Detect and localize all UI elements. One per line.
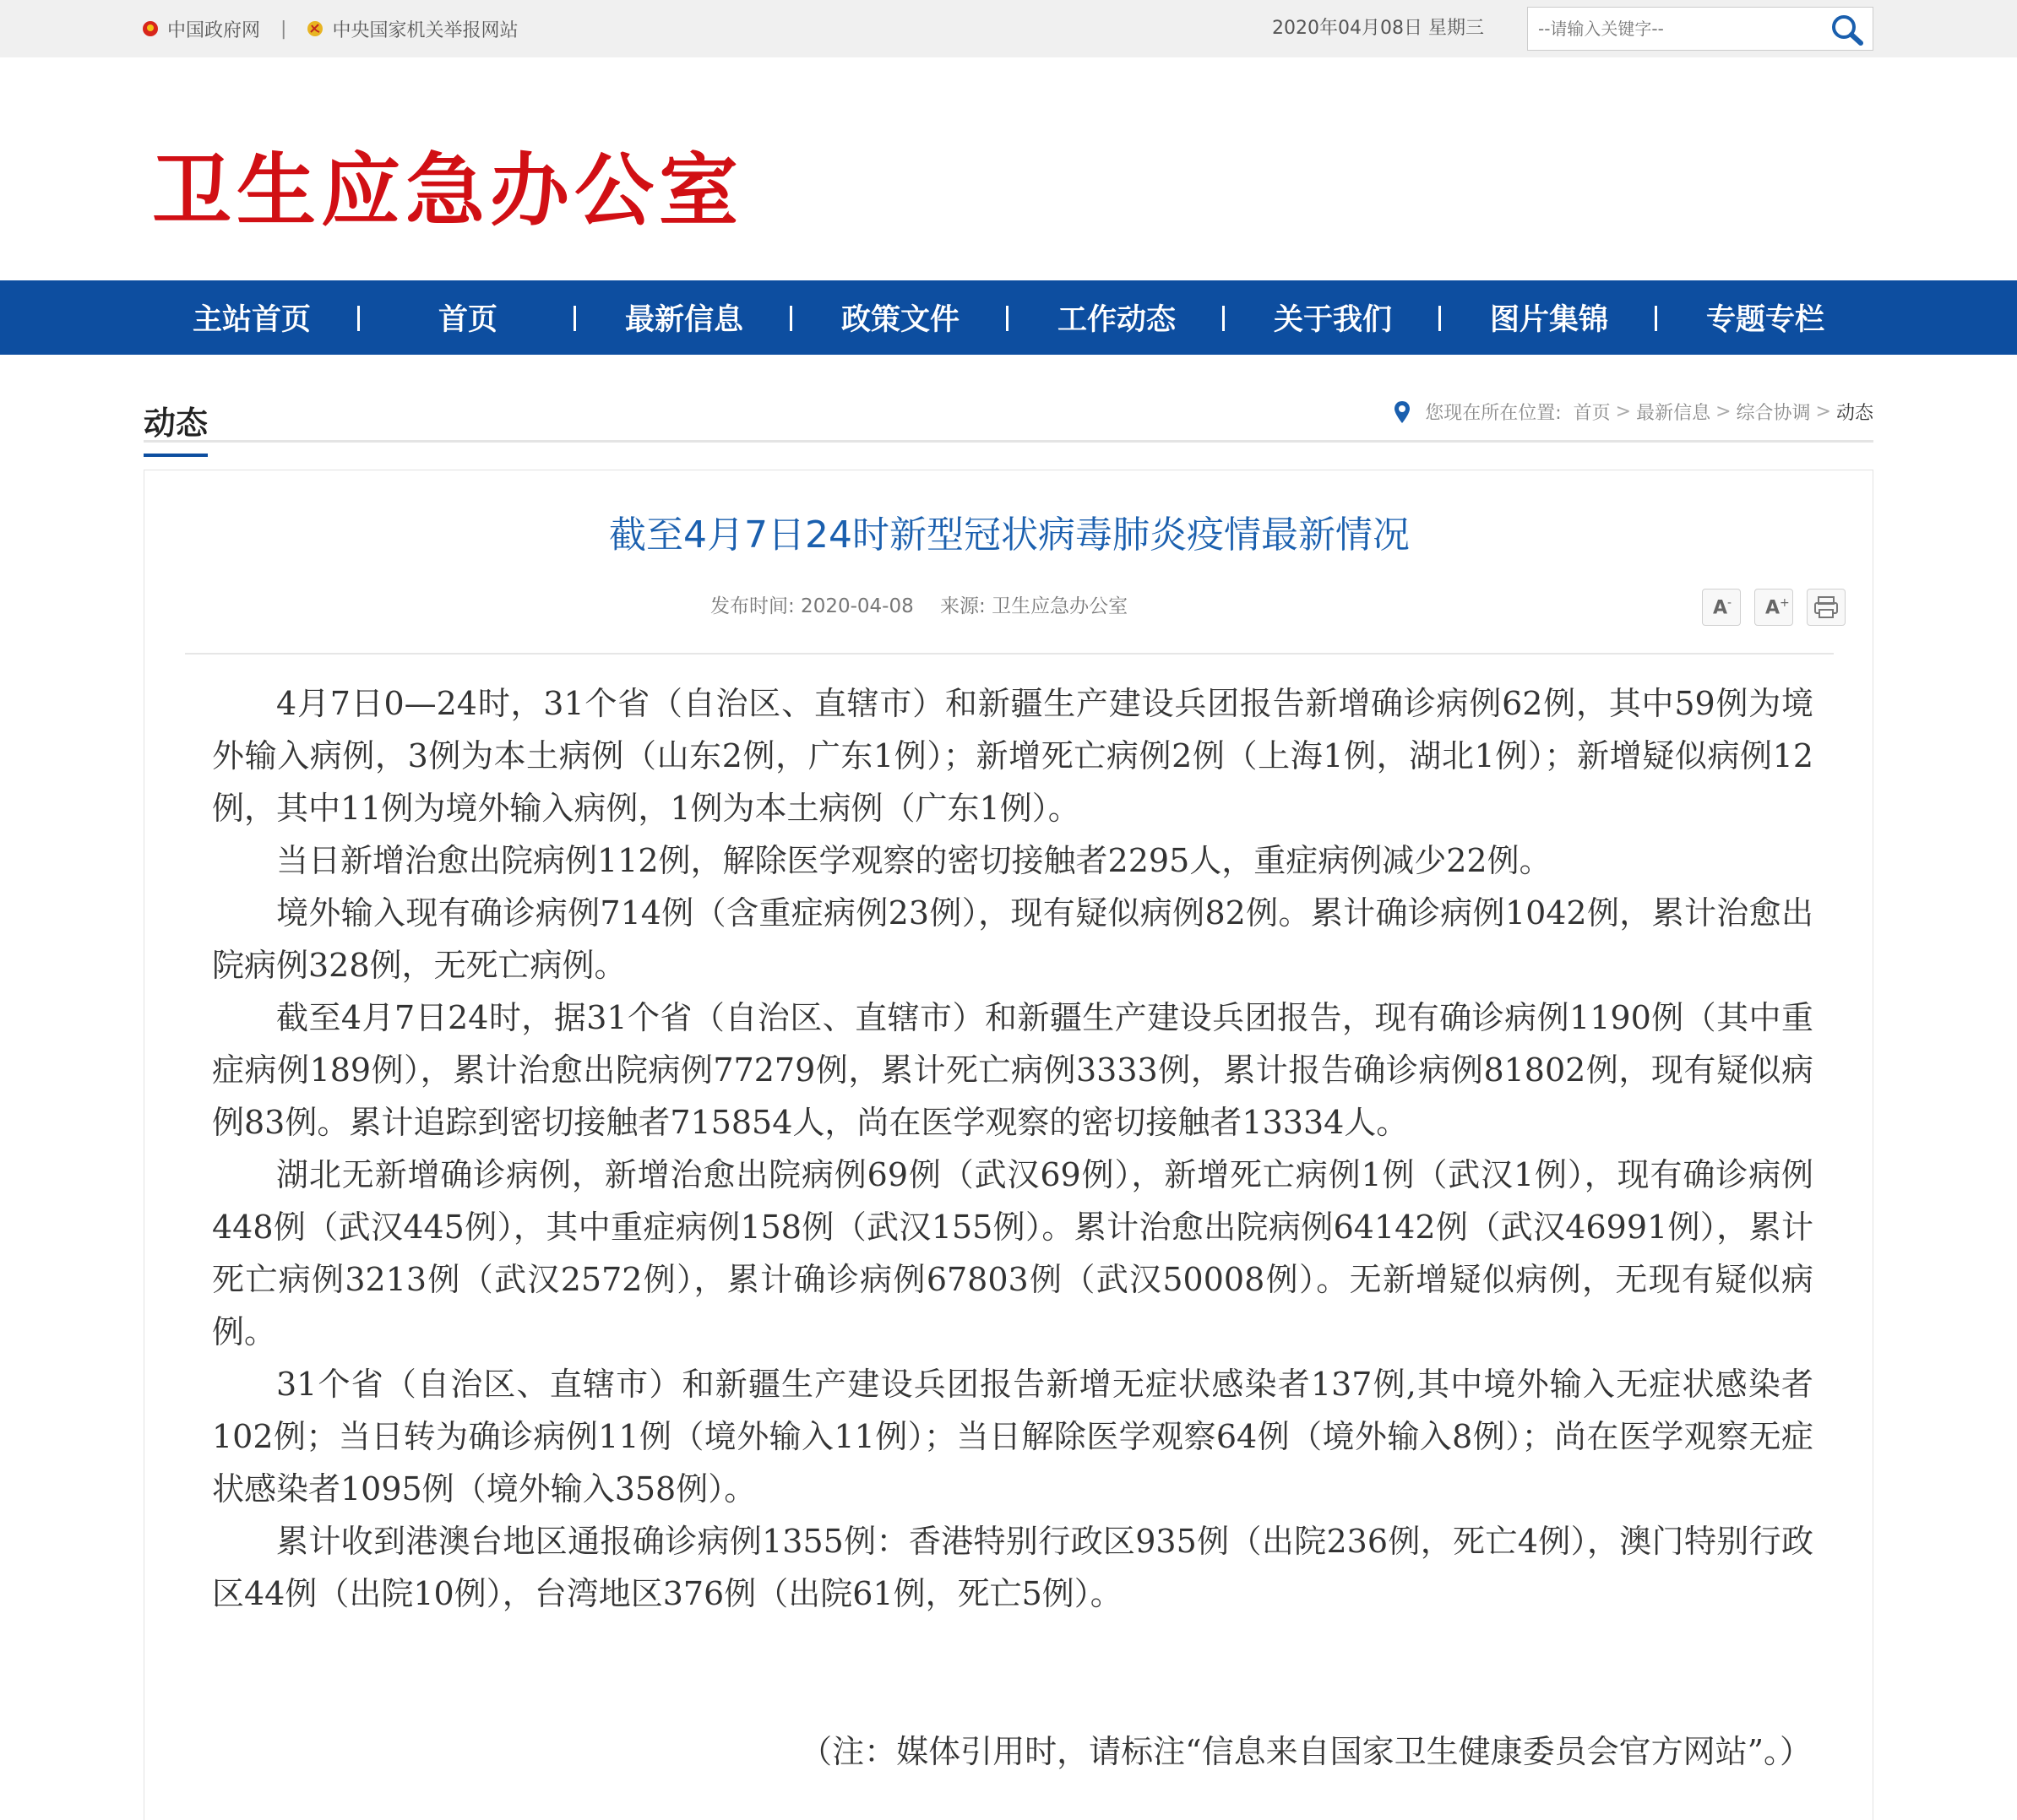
font-smaller-label: A	[1713, 597, 1728, 619]
font-larger-button[interactable]	[1754, 589, 1793, 626]
nav-item-gallery[interactable]: 图片集锦	[1441, 280, 1657, 355]
article-paragraph: 境外输入现有确诊病例714例（含重症病例23例），现有疑似病例82例。累计确诊病例1042例，累计治愈出院病例328例，无死亡病例。	[212, 894, 1813, 984]
print-icon	[1808, 589, 1845, 625]
national-emblem-icon	[142, 20, 159, 37]
gov-site-label: 中国政府网	[167, 19, 261, 41]
font-smaller-button[interactable]	[1702, 589, 1741, 626]
article-paragraph: 湖北无新增确诊病例，新增治愈出院病例69例（武汉69例），新增死亡病例1例（武汉1例），现有确诊病例448例（武汉445例），其中重症病例158例（武汉155例）。累计治愈出院病例64142例（武汉46991例），累计死亡病例3213例（武汉2572例），累计确诊病例67803例（武汉50008例）。无新增疑似病例，无现有疑似病例。	[212, 1156, 1813, 1350]
article-meta	[710, 590, 1148, 618]
article-paragraph: 4月7日0—24时，31个省（自治区、直辖市）和新疆生产建设兵团报告新增确诊病例62例，其中59例为境外输入病例，3例为本土病例（山东2例，广东1例）；新增死亡病例2例（上海1例，湖北1例）；新增疑似病例12例，其中11例为境外输入病例，1例为本土病例（广东1例）。	[212, 685, 1813, 827]
current-date: 2020年04月08日 星期三	[1272, 18, 1484, 39]
breadcrumb-separator: >	[1815, 401, 1831, 422]
report-site-link[interactable]	[307, 16, 518, 42]
section-title: 动态	[144, 397, 208, 457]
article-source: 来源: 卫生应急办公室	[940, 595, 1128, 617]
top-bar	[0, 0, 2017, 57]
breadcrumb	[1393, 399, 1873, 425]
article-tools	[1688, 589, 1846, 626]
print-button[interactable]	[1807, 589, 1846, 626]
nav-item-topics[interactable]: 专题专栏	[1705, 303, 1824, 337]
search-box	[1527, 7, 1873, 51]
article-paragraph: 当日新增治愈出院病例112例，解除医学观察的密切接触者2295人，重症病例减少22例。	[276, 842, 1552, 879]
nav-item-main-home[interactable]: 主站首页	[144, 280, 360, 355]
nav-item-home[interactable]: 首页	[360, 280, 576, 355]
top-links-separator: |	[280, 18, 287, 40]
nav-item-policy[interactable]: 政策文件	[792, 280, 1008, 355]
location-pin-icon	[1393, 400, 1411, 424]
search-input[interactable]	[1528, 8, 1815, 50]
font-smaller-icon: A-	[1713, 596, 1732, 619]
publish-time: 发布时间: 2020-04-08	[710, 595, 914, 617]
nav-item-latest[interactable]: 最新信息	[576, 280, 792, 355]
report-site-label: 中央国家机关举报网站	[332, 19, 519, 41]
site-logo[interactable]: 卫生应急办公室	[152, 144, 744, 237]
breadcrumb-coordination[interactable]: 综合协调	[1736, 403, 1811, 424]
article-divider	[185, 653, 1834, 655]
nav-item-work[interactable]: 工作动态	[1008, 280, 1225, 355]
search-icon[interactable]	[1829, 13, 1866, 46]
breadcrumb-latest[interactable]: 最新信息	[1636, 403, 1711, 424]
breadcrumb-separator: >	[1715, 401, 1732, 422]
font-larger-label: A	[1765, 597, 1781, 619]
gov-site-link[interactable]	[142, 16, 260, 42]
font-larger-icon: A+	[1765, 596, 1790, 619]
top-links	[142, 0, 518, 57]
party-emblem-icon	[307, 20, 323, 37]
main-nav	[0, 280, 2017, 355]
article-body	[212, 677, 1813, 1620]
section-header	[144, 388, 1873, 443]
breadcrumb-label: 您现在所在位置:	[1425, 403, 1562, 424]
article-paragraph: 截至4月7日24时，据31个省（自治区、直辖市）和新疆生产建设兵团报告，现有确诊病例1190例（其中重症病例189例），累计治愈出院病例77279例，累计死亡病例3333例，累计报告确诊病例81802例，现有疑似病例83例。累计追踪到密切接触者715854人，尚在医学观察的密切接触者13334人。	[212, 999, 1813, 1141]
breadcrumb-home[interactable]: 首页	[1573, 403, 1611, 424]
article-box	[144, 470, 1873, 1820]
nav-item-about[interactable]: 关于我们	[1225, 280, 1441, 355]
breadcrumb-separator: >	[1615, 401, 1632, 422]
article-title: 截至4月7日24时新型冠状病毒肺炎疫情最新情况	[609, 513, 1410, 557]
article-paragraph: 31个省（自治区、直辖市）和新疆生产建设兵团报告新增无症状感染者137例,其中境外输入无症状感染者102例；当日转为确诊病例11例（境外输入11例）；当日解除医学观察64例（境外输入8例）；尚在医学观察无症状感染者1095例（境外输入358例）。	[212, 1366, 1813, 1508]
citation-note: （注：媒体引用时，请标注“信息来自国家卫生健康委员会官方网站”。）	[800, 1733, 1812, 1770]
article-paragraph: 累计收到港澳台地区通报确诊病例1355例：香港特别行政区935例（出院236例，死亡4例），澳门特别行政区44例（出院10例），台湾地区376例（出院61例，死亡5例）。	[212, 1523, 1813, 1612]
breadcrumb-current[interactable]: 动态	[1835, 403, 1873, 424]
